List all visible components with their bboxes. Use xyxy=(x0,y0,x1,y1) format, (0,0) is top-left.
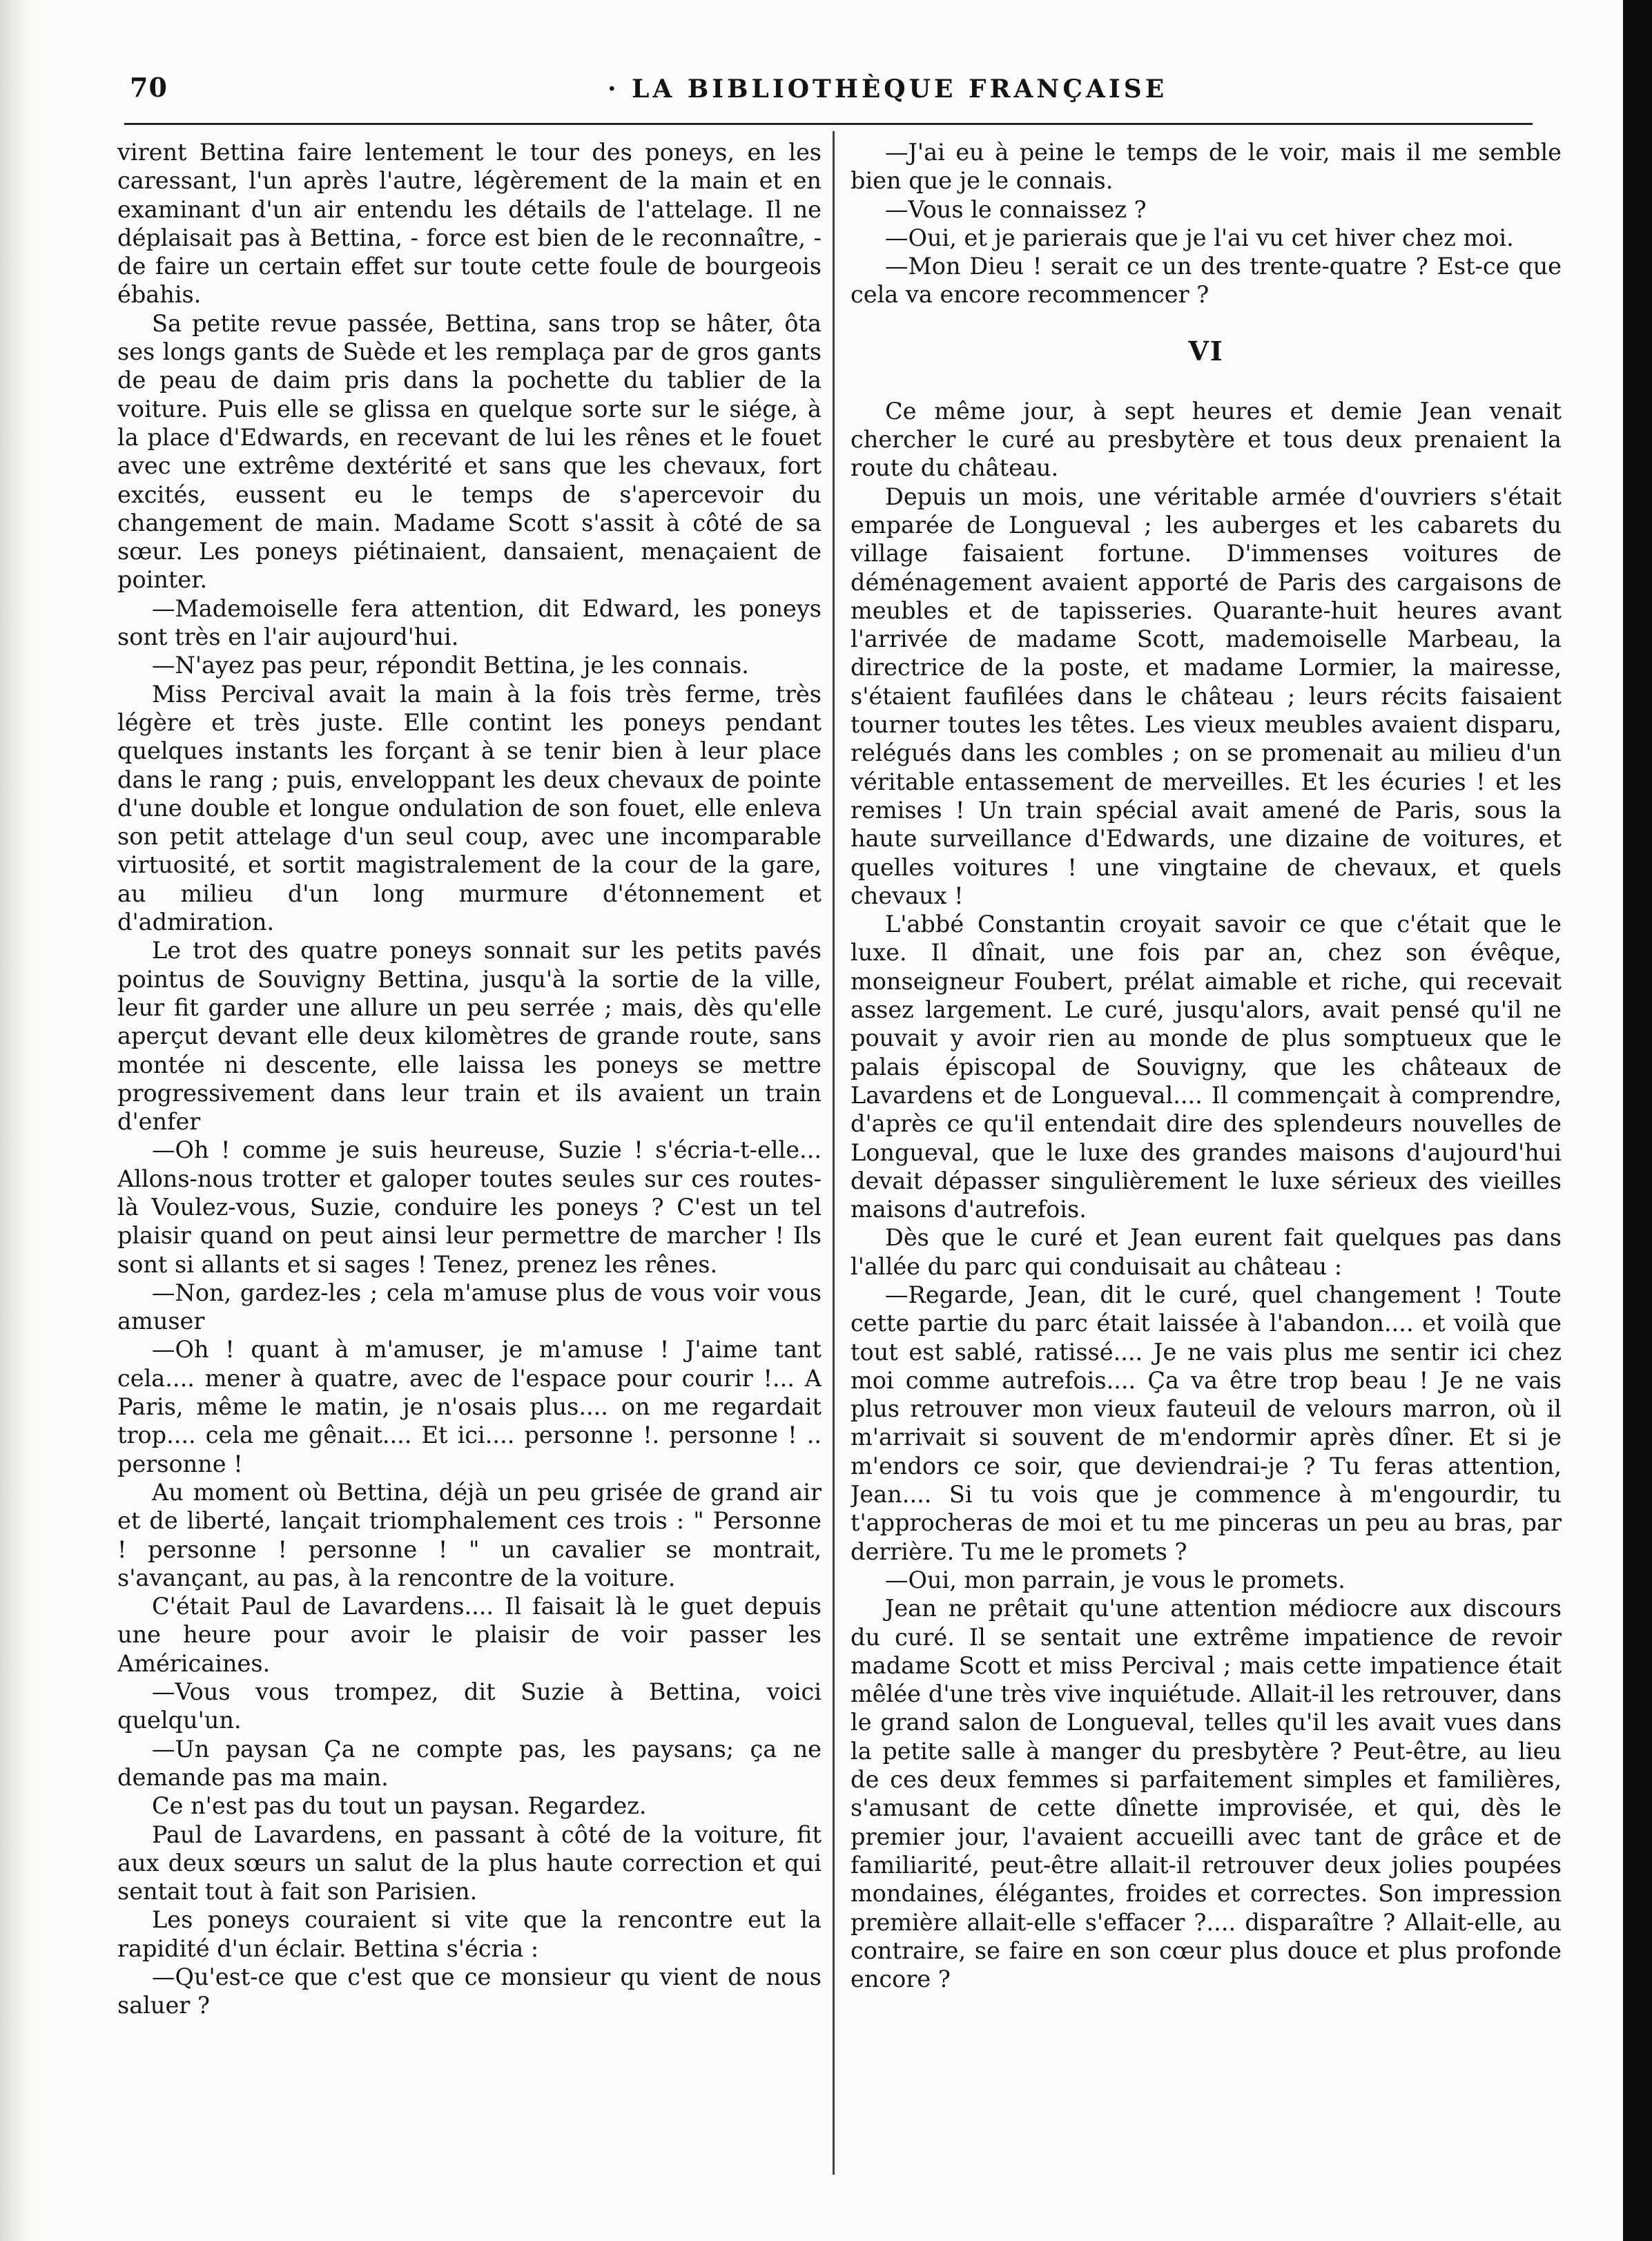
page-header xyxy=(124,66,1533,108)
paragraph: —Oui, mon parrain, je vous le promets. xyxy=(885,1566,1345,1593)
paragraph: Les poneys couraient si vite que la rencontre eut la rapidité d'un éclair. Bettina s'écria : xyxy=(117,1906,822,1962)
paragraph: —Vous le connaissez ? xyxy=(885,195,1147,223)
paragraph: —Oh ! comme je suis heureuse, Suzie ! s'écria-t-elle... Allons-nous trotter et galoper toutes seules sur ces routes-là Voulez-vous, Suzie, conduire les poneys ? C'est un tel plaisir quand on peut ainsi leur permettre de marcher ! Ils sont si allants et si sages ! Tenez, prenez les rênes. xyxy=(117,1136,822,1278)
paragraph: —Mon Dieu ! serait ce un des trente-quatre ? Est-ce que cela va encore recommencer ? xyxy=(851,253,1562,309)
paragraph: —Un paysan Ça ne compte pas, les paysans; ça ne demande pas ma main. xyxy=(117,1735,822,1791)
paragraph: L'abbé Constantin croyait savoir ce que c'était que le luxe. Il dînait, une fois par an, chez son évêque, monseigneur Foubert, prélat aimable et riche, qui recevait assez largement. Le curé, jusqu'alors, avait pensé qu'il ne pouvait y avoir rien au monde de plus somptueux que le palais épiscopal de Souvigny, que les châteaux de Lavardens et de Longueval.... Il commençait à comprendre, d'après ce qu'il entendait dire des splendeurs nouvelles de Longueval, que le luxe des grandes maisons d'aujourd'hui devait dépasser singulièrement le luxe sérieux des vieilles maisons d'autrefois. xyxy=(851,911,1562,1223)
paragraph: —Oui, et je parierais que je l'ai vu cet hiver chez moi. xyxy=(885,224,1514,251)
paragraph: Jean ne prêtait qu'une attention médiocre aux discours du curé. Il se sentait une extrême impatience de revoir madame Scott et miss Percival ; mais cette impatience était mêlée d'une très vive inquiétude. Allait-il les retrouver, dans le grand salon de Longueval, telles qu'il les avait vues dans la petite salle à manger du presbytère ? Peut-être, au lieu de ces deux femmes si parfaitement simples et familières, s'amusant de cette dînette improvisée, et qui, dès le premier jour, l'avaient accueilli avec tant de grâce et de familiarité, peut-être allait-il retrouver deux jolies poupées mondaines, élégantes, froides et correctes. Son impression première allait-elle s'effacer ?.... disparaître ? Allait-elle, au contraire, se faire en son cœur plus douce et plus profonde encore ? xyxy=(851,1595,1562,1993)
left-column xyxy=(117,138,822,2154)
chapter-heading: VI xyxy=(1188,335,1224,367)
paragraph: —N'ayez pas peur, répondit Bettina, je les connais. xyxy=(152,652,749,679)
paragraph: —J'ai eu à peine le temps de le voir, mais il me semble bien que je le connais. xyxy=(851,139,1562,195)
paragraph: virent Bettina faire lentement le tour des poneys, en les caressant, l'un après l'autre, légèrement de la main et en examinant d'un air entendu les détails de l'attelage. Il ne déplaisait pas à Bettina, - force est bien de le reconnaître, - de faire un certain effet sur toute cette foule de bourgeois ébahis. xyxy=(117,139,822,309)
header-rule xyxy=(124,123,1533,125)
column-divider xyxy=(833,131,835,2175)
paragraph: —Qu'est-ce que c'est que ce monsieur qu vient de nous saluer ? xyxy=(117,1963,822,2019)
paragraph: —Mademoiselle fera attention, dit Edward, les poneys sont très en l'air aujourd'hui. xyxy=(117,594,822,651)
scan-right-edge xyxy=(1623,0,1652,2241)
scan-left-edge xyxy=(0,0,37,2241)
paragraph: Ce même jour, à sept heures et demie Jean venait chercher le curé au presbytère et tous deux prenaient la route du château. xyxy=(851,397,1562,482)
paragraph: Miss Percival avait la main à la fois très ferme, très légère et très juste. Elle contint les poneys pendant quelques instants les forçant à se tenir bien à leur place dans le rang ; puis, enveloppant les deux chevaux de pointe d'une double et longue ondulation de son fouet, elle enleva son petit attelage d'un seul coup, avec une incomparable virtuosité, et sortit magistralement de la cour de la gare, au milieu d'un long murmure d'étonnement et d'admiration. xyxy=(117,680,822,936)
right-column xyxy=(851,138,1562,2154)
paragraph: Au moment où Bettina, déjà un peu grisée de grand air et de liberté, lançait triomphalement ces trois : " Personne ! personne ! personne ! " un cavalier se montrait, s'avançant, au pas, à la rencontre de la voiture. xyxy=(117,1478,822,1591)
paragraph: Ce n'est pas du tout un paysan. Regardez. xyxy=(152,1792,647,1820)
paragraph: Le trot des quatre poneys sonnait sur les petits pavés pointus de Souvigny Bettina, jusqu'à la sortie de la ville, leur fit garder une allure un peu serrée ; mais, dès qu'elle aperçut devant elle deux kilomètres de grande route, sans montée ni descente, elle laissa les poneys se mettre progressivement dans leur train et ils avaient un train d'enfer xyxy=(117,937,822,1136)
paragraph: —Vous vous trompez, dit Suzie à Bettina, voici quelqu'un. xyxy=(117,1678,822,1734)
paragraph: Paul de Lavardens, en passant à côté de la voiture, fit aux deux sœurs un salut de la plus haute correction et qui sentait tout à fait son Parisien. xyxy=(117,1821,822,1905)
paragraph: Sa petite revue passée, Bettina, sans trop se hâter, ôta ses longs gants de Suède et les remplaça par de gros gants de peau de daim pris dans la pochette du tablier de la voiture. Puis elle se glissa en quelque sorte sur le siége, à la place d'Edwards, en recevant de lui les rênes et le fouet avec une extrême dextérité et sans que les chevaux, fort excités, eussent eu le temps de s'apercevoir du changement de main. Madame Scott s'assit à côté de sa sœur. Les poneys piétinaient, dansaient, menaçaient de pointer. xyxy=(117,309,822,594)
paragraph: Dès que le curé et Jean eurent fait quelques pas dans l'allée du parc qui conduisait au château : xyxy=(851,1224,1562,1280)
paragraph: Depuis un mois, une véritable armée d'ouvriers s'était emparée de Longueval ; les auberges et les cabarets du village faisaient fortune. D'immenses voitures de déménagement avaient apporté de Paris des cargaisons de meubles et de tapisseries. Quarante-huit heures avant l'arrivée de madame Scott, mademoiselle Marbeau, la directrice de la poste, et madame Lormier, la mairesse, s'étaient faufilées dans le château ; leurs récits faisaient tourner toutes les têtes. Les vieux meubles avaient disparu, relégués dans les combles ; on se promenait au milieu d'un véritable entassement de merveilles. Et les écuries ! et les remises ! Un train spécial avait amené de Paris, sous la haute surveillance d'Edwards, une dizaine de voitures, et quelles voitures ! une vingtaine de chevaux, et quels chevaux ! xyxy=(851,483,1562,909)
paragraph: —Non, gardez-les ; cela m'amuse plus de vous voir vous amuser xyxy=(117,1279,822,1335)
paragraph: —Oh ! quant à m'amuser, je m'amuse ! J'aime tant cela.... mener à quatre, avec de l'espace pour courir !... A Paris, même le matin, je n'osais plus.... on me regardait trop.... cela me gênait.... Et ici.... personne !. personne ! .. personne ! xyxy=(117,1336,822,1477)
paragraph: C'était Paul de Lavardens.... Il faisait là le guet depuis une heure pour avoir le plaisir de voir passer les Américaines. xyxy=(117,1593,822,1677)
page-number: 70 xyxy=(130,72,168,103)
running-title: · LA BIBLIOTHÈQUE FRANÇAISE xyxy=(608,75,1168,104)
paragraph: —Regarde, Jean, dit le curé, quel changement ! Toute cette partie du parc était laissée à l'abandon.... et voilà que tout est sablé, ratissé.... Je ne vais plus me sentir ici chez moi comme autrefois.... Ça va être trop beau ! Je ne vais plus retrouver mon vieux fauteuil de velours marron, où il m'arrivait si souvent de m'endormir après dîner. Et si je m'endors ce soir, que deviendrai-je ? Tu feras attention, Jean.... Si tu vois que je commence à m'engourdir, tu t'approcheras de moi et tu me pinceras un peu au bras, par derrière. Tu me le promets ? xyxy=(851,1281,1562,1565)
